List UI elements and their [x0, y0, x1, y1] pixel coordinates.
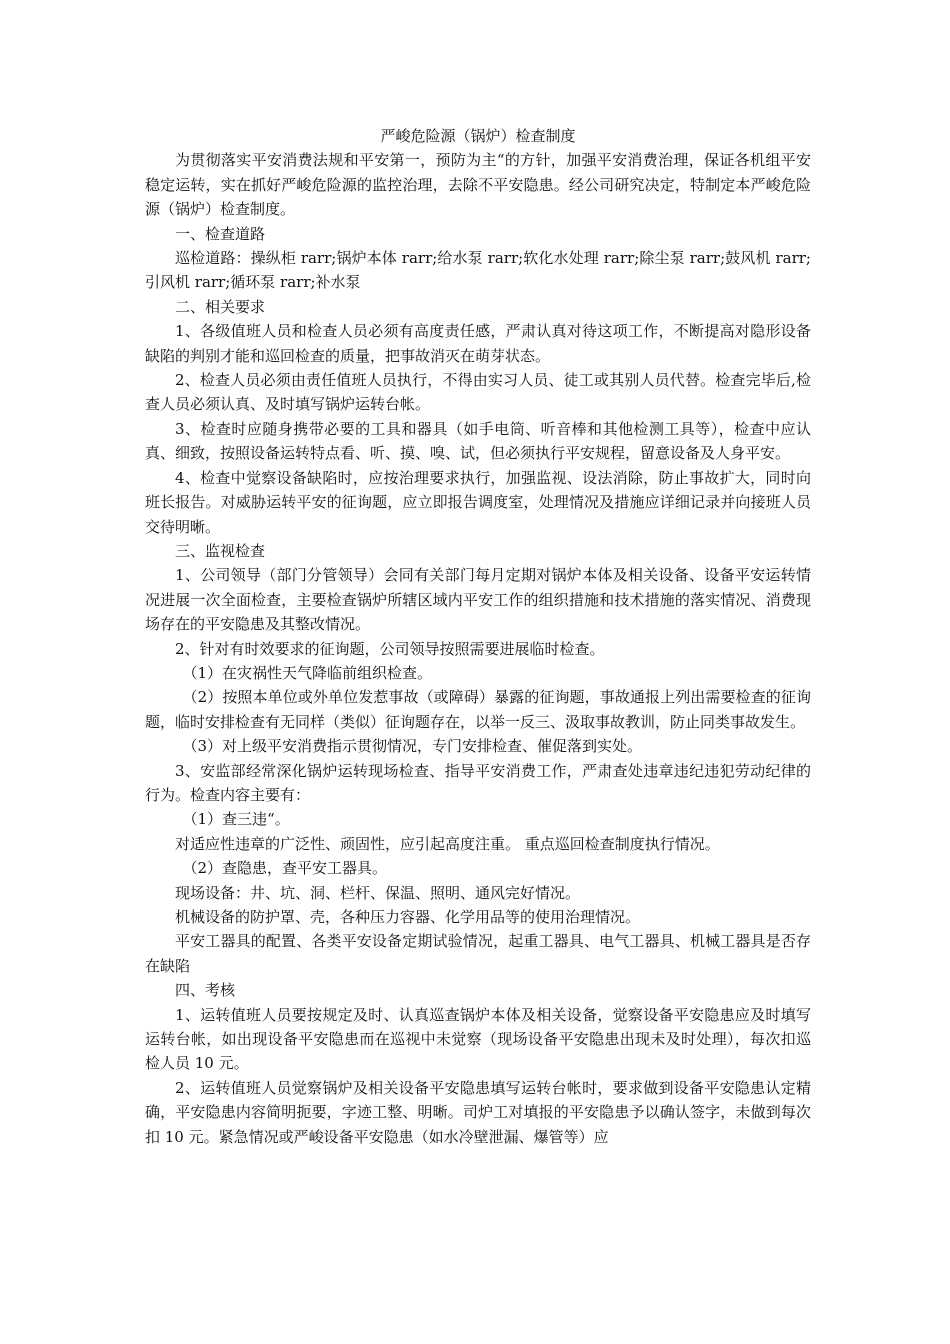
requirement-2-paragraph: 2、检查人员必须由责任值班人员执行，不得由实习人员、徒工或其别人员代替。检查完毕后,检查人员必须认真、及时填写锅炉运转台帐。 [145, 371, 811, 414]
intro-paragraph: 为贯彻落实平安消费法规和平安第一，预防为主“的方针，加强平安消费治理，保证各机组平安稳定运转，实在抓好严峻危险源的监控治理，去除不平安隐患。经公司研究决定，特制定本严峻危险源（锅炉）检查制度。 [145, 151, 811, 219]
section-heading-inspection-route: 一、检查道路 [175, 224, 266, 243]
assessment-2-paragraph: 2、运转值班人员觉察锅炉及相关设备平安隐患填写运转台帐时，要求做到设备平安隐患认定精确，平安隐患内容简明扼要，字迹工整、明晰。司炉工对填报的平安隐患予以确认签字，未做到每次扣 10 元。紧急情况或严峻设备平安隐患（如水冷壁泄漏、爆管等）应 [145, 1078, 811, 1146]
safety-tools-paragraph: 平安工器具的配置、各类平安设备定期试验情况，起重工器具、电气工器具、机械工器具是否存在缺陷 [145, 932, 811, 975]
requirement-3-paragraph: 3、检查时应随身携带必要的工具和器具（如手电筒、听音棒和其他检测工具等），检查中应认真、细致，按照设备运转特点看、听、摸、嗅、试，但必须执行平安规程，留意设备及人身平安。 [145, 419, 811, 463]
habitual-violation-paragraph: 对适应性违章的广泛性、顽固性，应引起高度注重。 重点巡回检查制度执行情况。 [175, 834, 720, 853]
site-equipment-paragraph: 现场设备：井、坑、洞、栏杆、保温、照明、通风完好情况。 [175, 883, 581, 902]
supervision-2-item-3: （3）对上级平安消费指示贯彻情况，专门安排检查、催促落到实处。 [182, 737, 643, 756]
supervision-2-item-2: （2）按照本单位或外单位发惹事故（或障碍）暴露的征询题，事故通报上列出需要检查的征询题，临时安排检查有无同样（类似）征询题存在，以举一反三、汲取事故教训，防止同类事故发生。 [145, 688, 811, 731]
document-page [145, 124, 811, 1149]
requirement-4-paragraph: 4、检查中觉察设备缺陷时，应按治理要求执行，加强监视、设法消除，防止事故扩大，同时向班长报告。对威胁运转平安的征询题，应立即报告调度室，处理情况及措施应详细记录并向接班人员交待明晰。 [145, 468, 811, 536]
section-heading-requirements: 二、相关要求 [175, 297, 266, 316]
supervision-1-paragraph: 1、公司领导（部门分管领导）会同有关部门每月定期对锅炉本体及相关设备、设备平安运转情况进展一次全面检查，主要检查锅炉所辖区域内平安工作的组织措施和技术措施的落实情况、消费现场存在的平安隐患及其整改情况。 [145, 566, 811, 634]
document-title: 严峻危险源（锅炉）检查制度 [380, 127, 576, 145]
requirement-1-paragraph: 1、各级值班人员和检查人员必须有高度责任感，严肃认真对待这项工作，不断提高对隐形设备缺陷的判别才能和巡回检查的质量，把事故消灭在萌芽状态。 [145, 322, 811, 365]
assessment-1-paragraph: 1、运转值班人员要按规定及时、认真巡查锅炉本体及相关设备，觉察设备平安隐患应及时填写运转台帐，如出现设备平安隐患而在巡视中未觉察（现场设备平安隐患出现未及时处理），每次扣巡检人员 10 元。 [145, 1005, 811, 1073]
section-heading-assessment: 四、考核 [175, 981, 236, 1000]
inspection-route-paragraph: 巡检道路：操纵柜 rarr;锅炉本体 rarr;给水泵 rarr;软化水处理 rarr;除尘泵 rarr;鼓风机 rarr;引风机 rarr;循环泵 rarr;补水泵 [145, 249, 811, 292]
supervision-2-item-1: （1）在灾祸性天气降临前组织检查。 [182, 663, 433, 682]
supervision-3-item-2: （2）查隐患，查平安工器具。 [182, 859, 388, 878]
supervision-2-paragraph: 2、针对有时效要求的征询题，公司领导按照需要进展临时检查。 [175, 639, 605, 658]
section-heading-supervision: 三、监视检查 [175, 541, 266, 560]
supervision-3-paragraph: 3、安监部经常深化锅炉运转现场检查、指导平安消费工作，严肃查处违章违纪违犯劳动纪律的行为。检查内容主要有： [145, 761, 811, 804]
mechanical-equipment-paragraph: 机械设备的防护罩、壳，各种压力容器、化学用品等的使用治理情况。 [175, 908, 641, 926]
supervision-3-item-1: （1）查三违“。 [182, 810, 290, 829]
